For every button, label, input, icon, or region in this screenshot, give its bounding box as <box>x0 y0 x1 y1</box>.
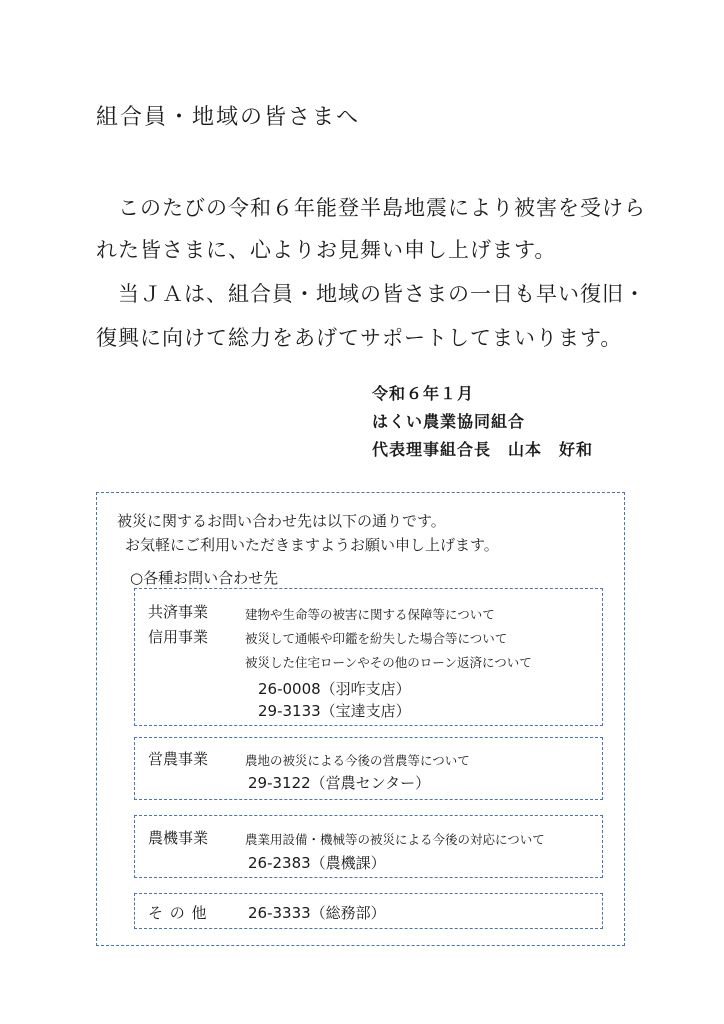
message-line-3: 当ＪＡは、組合員・地域の皆さまの一日も早い復旧・ <box>96 282 646 306</box>
dept-farming: 営農事業 <box>148 750 209 768</box>
dept-other: そ の 他 <box>148 904 208 922</box>
phone-general-affairs[interactable]: 26-3333（総務部） <box>248 904 386 922</box>
phone-farming-center[interactable]: 29-3122（営農センター） <box>248 774 431 792</box>
message-line-4: 復興に向けて総力をあげてサポートしてまいります。 <box>96 326 623 350</box>
page-title: 組合員・地域の皆さまへ <box>96 105 361 130</box>
dept-machinery: 農機事業 <box>148 829 209 847</box>
contact-intro-line-2: お気軽にご利用いただきますようお願い申し上げます。 <box>125 536 499 554</box>
phone-machinery-section[interactable]: 26-2383（農機課） <box>248 854 386 872</box>
dept-insurance: 共済事業 <box>148 603 209 621</box>
contact-intro-line-1: 被災に関するお問い合わせ先は以下の通りです。 <box>117 512 446 530</box>
phone-hakui-branch[interactable]: 26-0008（羽咋支店） <box>258 680 411 698</box>
finance-desc-3: 被災した住宅ローンやその他のローン返済について <box>245 655 532 670</box>
signature-date: 令和６年１月 <box>372 384 475 403</box>
signature-representative: 代表理事組合長 山本 好和 <box>372 440 594 459</box>
message-line-1: このたびの令和６年能登半島地震により被害を受けら <box>96 196 646 220</box>
message-line-2: れた皆さまに、心よりお見舞い申し上げます。 <box>96 238 557 262</box>
dept-credit: 信用事業 <box>148 628 209 646</box>
farming-desc: 農地の被災による今後の営農等について <box>245 753 470 768</box>
contact-section-heading: ○各種お問い合わせ先 <box>130 569 279 587</box>
finance-desc-1: 建物や生命等の被害に関する保障等について <box>245 607 495 622</box>
machinery-desc: 農業用設備・機械等の被災による今後の対応について <box>245 832 545 847</box>
phone-houdatsu-branch[interactable]: 29-3133（宝達支店） <box>258 702 411 720</box>
signature-organization: はくい農業協同組合 <box>372 412 526 431</box>
finance-desc-2: 被災して通帳や印鑑を紛失した場合等について <box>245 631 508 646</box>
